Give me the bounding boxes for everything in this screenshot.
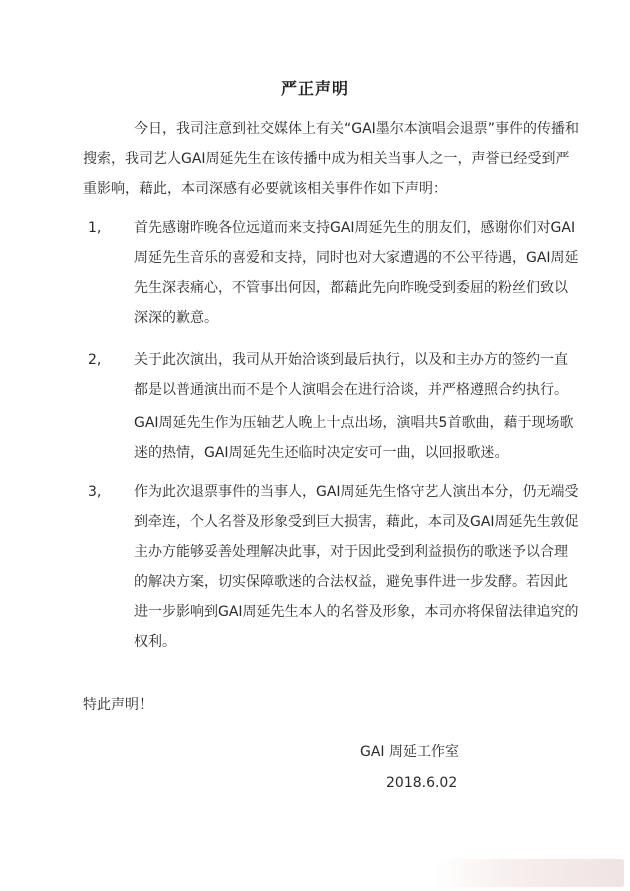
watermark-overlay	[434, 859, 624, 887]
item-number: 3,	[88, 484, 102, 500]
item-number: 1,	[88, 220, 102, 236]
item-line: 到牵连，个人名誉及形象受到巨大损害，藉此，本司及GAI周延先生敦促	[134, 514, 579, 530]
item-line: 关于此次演出，我司从开始洽谈到最后执行，以及和主办方的签约一直	[134, 352, 568, 368]
item-number: 2,	[88, 352, 102, 368]
item-line: 迷的热情，GAI周延先生还临时决定安可一曲，以回报歌迷。	[134, 445, 509, 461]
intro-line: 重影响，藉此，本司深感有必要就该相关事件作如下声明：	[83, 181, 447, 197]
signature: GAI 周延工作室	[360, 744, 460, 760]
item-line: 进一步影响到GAI周延先生本人的名誉及形象，本司亦将保留法律追究的	[134, 604, 579, 620]
item-line: 都是以普通演出而不是个人演唱会在进行洽谈，并严格遵照合约执行。	[134, 382, 568, 398]
intro-line: 今日，我司注意到社交媒体上有关“GAI墨尔本演唱会退票”事件的传播和	[134, 121, 580, 137]
item-line: 主办方能够妥善处理解决此事，对于因此受到利益损伤的歌迷予以合理	[134, 544, 568, 560]
item-line: 先生深表痛心，不管事出何因，都藉此先向昨晚受到委屈的粉丝们致以	[134, 280, 568, 296]
statement-date: 2018.6.02	[386, 775, 458, 791]
item-line: 周延先生音乐的喜爱和支持，同时也对大家遭遇的不公平待遇，GAI周延	[134, 250, 579, 266]
item-line: 首先感谢昨晚各位远道而来支持GAI周延先生的朋友们，感谢你们对GAI	[134, 220, 576, 236]
closing-text: 特此声明！	[83, 697, 153, 713]
item-line: 作为此次退票事件的当事人，GAI周延先生恪守艺人演出本分，仍无端受	[134, 484, 579, 500]
item-line: GAI周延先生作为压轴艺人晚上十点出场，演唱共5首歌曲，藉于现场歌	[134, 415, 574, 431]
document-title: 严正声明	[280, 79, 349, 98]
item-line: 权利。	[134, 634, 176, 650]
item-line: 的解决方案，切实保障歌迷的合法权益，避免事件进一步发酵。若因此	[134, 574, 568, 590]
item-line: 深深的歉意。	[134, 310, 218, 326]
intro-line: 搜索，我司艺人GAI周延先生在该传播中成为相关当事人之一，声誉已经受到严	[83, 151, 570, 167]
